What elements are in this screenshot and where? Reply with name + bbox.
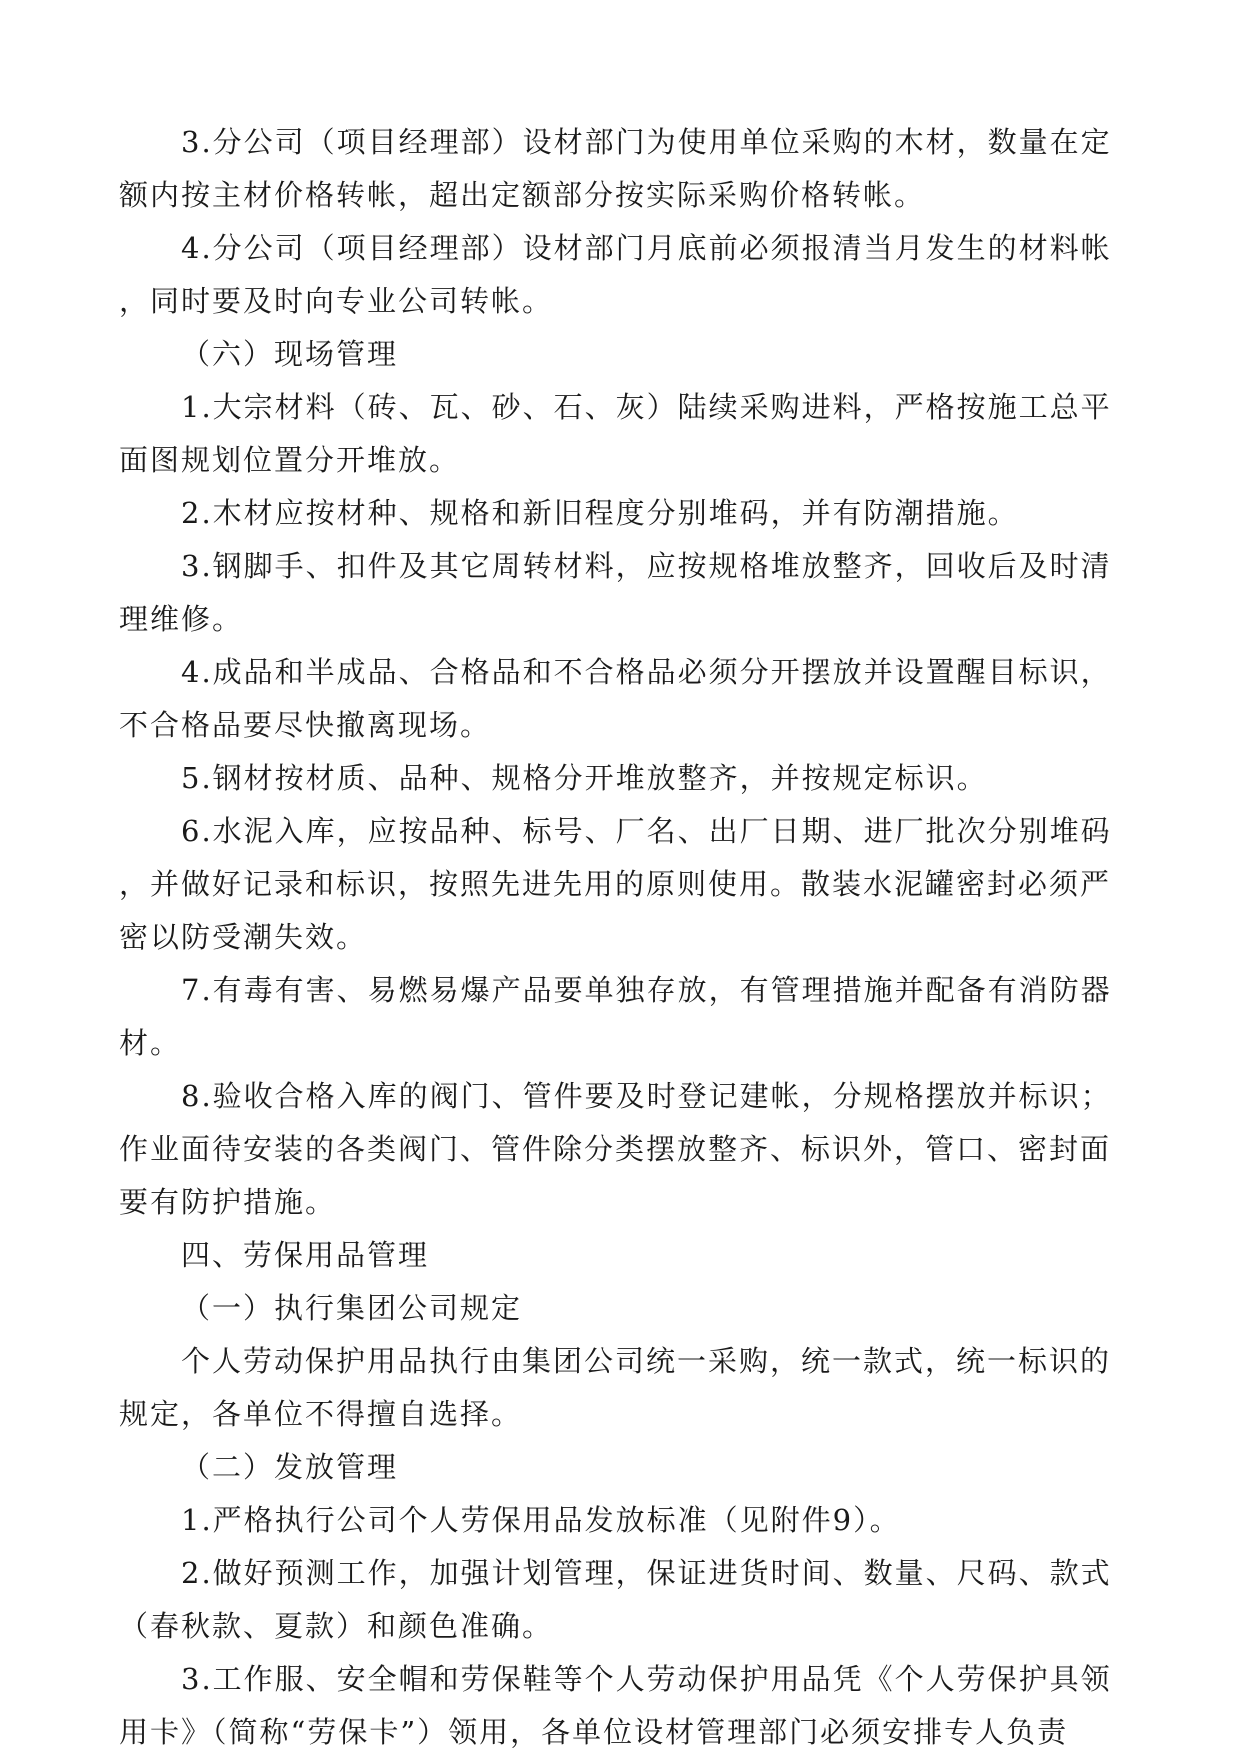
text-line: 4.分公司（项目经理部）设材部门月底前必须报清当月发生的材料帐 [181, 231, 1112, 265]
text-line: 3.钢脚手、扣件及其它周转材料，应按规格堆放整齐，回收后及时清 [181, 549, 1112, 583]
text-line: ，并做好记录和标识，按照先进先用的原则使用。散装水泥罐密封必须严 [119, 867, 1112, 901]
text-line: 要有防护措施。 [119, 1185, 337, 1219]
text-line: 密以防受潮失效。 [119, 920, 368, 954]
text-line: 1.严格执行公司个人劳保用品发放标准（见附件9）。 [181, 1503, 901, 1537]
text-line: 1.大宗材料（砖、瓦、砂、石、灰）陆续采购进料，严格按施工总平 [181, 390, 1112, 424]
text-line: 6.水泥入库，应按品种、标号、厂名、出厂日期、进厂批次分别堆码 [181, 814, 1112, 848]
text-line: 额内按主材价格转帐，超出定额部分按实际采购价格转帐。 [119, 178, 926, 212]
text-line: 理维修。 [119, 602, 244, 636]
text-line: 个人劳动保护用品执行由集团公司统一采购，统一款式，统一标识的 [181, 1344, 1112, 1378]
section-heading: （六）现场管理 [181, 337, 399, 371]
text-line: 作业面待安装的各类阀门、管件除分类摆放整齐、标识外，管口、密封面 [119, 1132, 1112, 1166]
text-line: 2.做好预测工作，加强计划管理，保证进货时间、数量、尺码、款式 [181, 1556, 1112, 1590]
text-line: 5.钢材按材质、品种、规格分开堆放整齐，并按规定标识。 [181, 761, 988, 795]
document-body [119, 116, 1119, 1759]
text-line: 材。 [119, 1026, 182, 1060]
text-line: 3.分公司（项目经理部）设材部门为使用单位采购的木材，数量在定 [181, 125, 1112, 159]
text-line: 3.工作服、安全帽和劳保鞋等个人劳动保护用品凭《个人劳保护具领 [181, 1662, 1112, 1696]
text-line: ，同时要及时向专业公司转帐。 [119, 284, 554, 318]
text-line: 2.木材应按材种、规格和新旧程度分别堆码，并有防潮措施。 [181, 496, 1019, 530]
text-line: 用卡》（简称“劳保卡”）领用，各单位设材管理部门必须安排专人负责 [119, 1715, 1069, 1749]
subsection-heading: （一）执行集团公司规定 [181, 1291, 523, 1325]
text-line: 8.验收合格入库的阀门、管件要及时登记建帐，分规格摆放并标识； [181, 1079, 1112, 1113]
subsection-heading: （二）发放管理 [181, 1450, 399, 1484]
text-line: 4.成品和半成品、合格品和不合格品必须分开摆放并设置醒目标识， [181, 655, 1112, 689]
section-heading: 四、劳保用品管理 [181, 1238, 430, 1272]
text-line: 规定，各单位不得擅自选择。 [119, 1397, 523, 1431]
text-line: （春秋款、夏款）和颜色准确。 [119, 1609, 554, 1643]
text-line: 7.有毒有害、易燃易爆产品要单独存放，有管理措施并配备有消防器 [181, 973, 1112, 1007]
text-line: 不合格品要尽快撤离现场。 [119, 708, 492, 742]
text-line: 面图规划位置分开堆放。 [119, 443, 461, 477]
